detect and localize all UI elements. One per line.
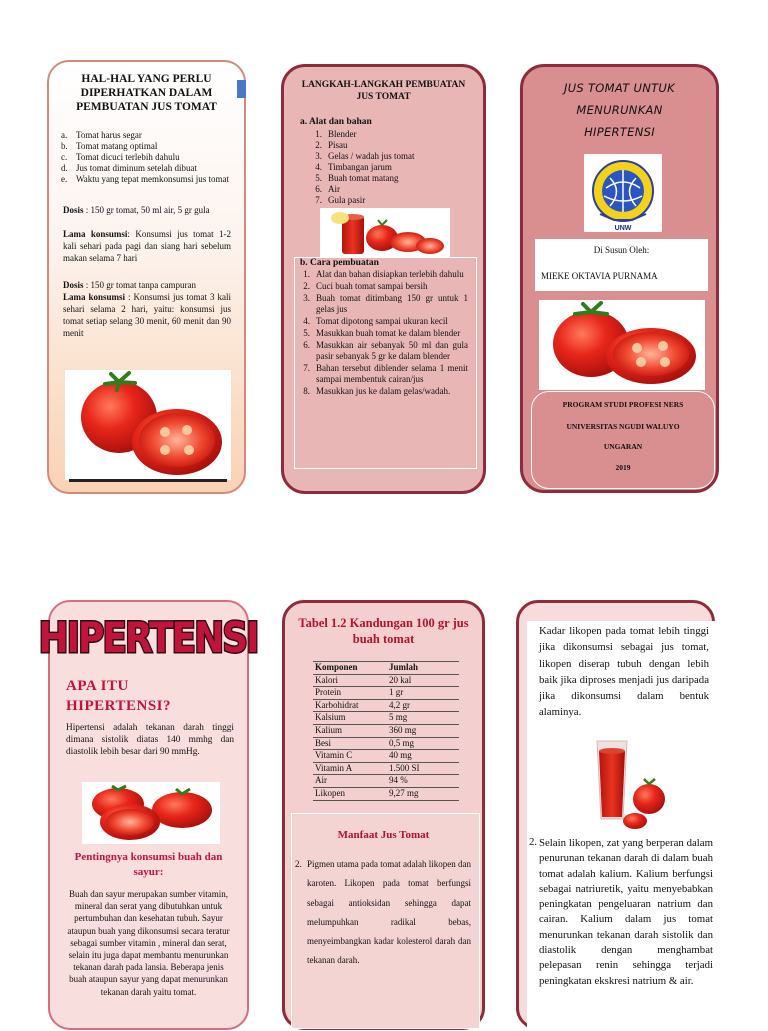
table-row: Vitamin A 1.500 SI [313, 762, 459, 775]
notes-list [61, 130, 237, 185]
table-row: Protein 1 gr [313, 687, 459, 700]
svg-text:UNW: UNW [614, 225, 632, 232]
list-item: 7. Bahan tersebut diblender selama 1 menit sampai membentuk cairan/jus [303, 363, 468, 384]
list-item: 6. Air [315, 184, 340, 194]
definition-text: Hipertensi adalah tekanan darah tinggi dimana sistolik diatas 140 mmhg dan diastolik lebih besar dari 90 mmHg. [66, 723, 234, 757]
table-row: Kalsium 5 mg [313, 712, 459, 725]
cover-title: JUS TOMAT UNTUK MENURUNKAN HIPERTENSI [564, 81, 675, 139]
tomato-juice-image [320, 208, 450, 258]
lama-paragraph-2: Lama konsumsi : Konsumsi jus tomat 3 kali sehari selama 2 hari, yaitu: konsumsi jus tomat setiap selang 30 menit, 60 menit dan 90 menit [63, 292, 231, 338]
tomato-image [82, 782, 220, 844]
list-item: 4. Timbangan jarum [315, 162, 392, 172]
dosis-paragraph-1: Dosis : 150 gr tomat, 50 ml air, 5 gr gula [63, 205, 210, 215]
point-number: 2. [529, 836, 538, 848]
prepared-by-label: Di Susun Oleh: [593, 245, 650, 255]
list-item: a. Tomat harus segar [61, 130, 142, 140]
lycopene-text: Kadar likopen pada tomat lebih tinggi jika dikonsumsi sebagai jus tomat, likopen diserap tubuh dengan lebih baik jika diproses menjadi jus daripada jika dikonsumsi dalam bentuk alaminya. [539, 625, 709, 719]
subheading: Pentingnya konsumsi buah dan sayur: [74, 851, 223, 878]
list-item: d. Jus tomat diminum setelah dibuat [61, 163, 197, 173]
table-title: Tabel 1.2 Kandungan 100 gr jus buah tomat [298, 616, 469, 646]
list-item: c. Tomat dicuci terlebih dahulu [61, 152, 180, 162]
blue-tab-marker [237, 80, 246, 98]
institution-box: PROGRAM STUDI PROFESI NERS UNIVERSITAS NGUDI WALUYO UNGARAN 2019 [531, 391, 715, 489]
table-row: Kalium 360 mg [313, 724, 459, 737]
list-item: 5. Buah tomat matang [315, 173, 399, 183]
nutrition-table [313, 661, 459, 801]
svg-text:HIPERTENSI: HIPERTENSI [38, 614, 258, 663]
tomato-image [65, 370, 231, 480]
image-underline [69, 479, 227, 482]
university-logo [584, 154, 662, 232]
table-row: Likopen 9,27 mg [313, 787, 459, 800]
steps-heading: b. Cara pembuatan [300, 258, 379, 268]
panel-nutrition-table [282, 600, 485, 1030]
table-row: Kalori 20 kal [313, 674, 459, 687]
tomato-juice-glass-image [549, 733, 701, 831]
author-name: MIEKE OKTAVIA PURNAMA [541, 271, 658, 281]
list-item: 5. Masukkan buah tomat ke dalam blender [303, 328, 461, 338]
panel-important-notes [47, 60, 246, 494]
table-row: Besi 0,5 mg [313, 737, 459, 750]
panel-title: LANGKAH-LANGKAH PEMBUATAN JUS TOMAT [301, 80, 466, 102]
author-box [535, 239, 708, 291]
panel-steps [281, 64, 486, 494]
panel-hypertension [38, 600, 258, 1030]
list-item: e. Waktu yang tepat memkonsumsi jus tomat [61, 174, 230, 184]
panel-lycopene [516, 600, 715, 1030]
table-row: Vitamin C 40 mg [313, 750, 459, 763]
benefit-text: Pigmen utama pada tomat adalah likopen dan karoten. Likopen pada tomat berfungsi sebagai antioksidan sehingga dapat melumpuhkan radikal bebas, menyeimbangkan kadar kolesterol darah dan tekanan darah. [307, 859, 471, 966]
hipertensi-banner [38, 612, 258, 663]
steps-list [298, 269, 468, 398]
benefits-title: Manfaat Jus Tomat [337, 829, 430, 841]
table-row: Air 94 % [313, 775, 459, 788]
tools-list [310, 129, 470, 206]
list-item: 4. Tomat dipotong sampai ukuran kecil [303, 316, 448, 326]
lama-paragraph-1: Lama konsumsi: Konsumsi jus tomat 1-2 kali sehari pada pagi dan siang hari sebelum makan selama 7 hari [63, 229, 231, 263]
tomato-image [539, 300, 705, 390]
list-item: 8. Masukkan jus ke dalam gelas/wadah. [303, 386, 451, 396]
tools-heading: a. Alat dan bahan [300, 117, 372, 127]
list-item: 1. Alat dan bahan disiapkan terlebih dahulu [303, 269, 464, 279]
list-item: 2. Cuci buah tomat sampai bersih [303, 281, 428, 291]
dosis-paragraph-2: Dosis : 150 gr tomat tanpa campuran [63, 280, 196, 290]
body-text: Buah dan sayur merupakan sumber vitamin, mineral dan serat yang dibutuhkan untuk pertumbuhan dan kesehatan tubuh. Sayur ataupun buah yang dikonsumsi secara teratur sebagai sumber vitamin , mineral dan serat, selain itu juga dapat membantu menurunkan tekanan darah pada lansia. Beberapa jenis buah ataupun sayur yang dapat menurunkan tekanan darah yaitu tomat. [67, 889, 230, 997]
panel-title: HAL-HAL YANG PERLU DIPERHATKAN DALAM PEMBUATAN JUS TOMAT [76, 73, 217, 113]
list-item: b. Tomat matang optimal [61, 141, 158, 151]
benefit-number: 2. [295, 859, 302, 869]
list-item: 7. Gula pasir [315, 195, 366, 205]
list-item: 3. Gelas / wadah jus tomat [315, 151, 415, 161]
list-item: 1. Blender [315, 129, 357, 139]
table-row: Karbohidrat 4,2 gr [313, 699, 459, 712]
list-item: 3. Buah tomat ditimbang 150 gr untuk 1 gelas jus [303, 293, 468, 314]
table-header-row: Komponen Jumlah [313, 662, 459, 675]
section-heading: APA ITU HIPERTENSI? [66, 678, 171, 714]
panel-cover [520, 64, 719, 493]
list-item: 2. Pisau [315, 140, 348, 150]
potassium-text: Selain likopen, zat yang berperan dalam penurunan tekanan darah di dalam buah tomat adalah kalium. Kalium berfungsi sebagai natriuretik, yaitu menyebabkan peningkatan pengeluaran natrium dan cairan. Kalium dalam jus tomat menurunkan tekanan darah sistolik dan diastolik dengan menghambat pelepasan renin sehingga terjadi peningkatan ekskresi natrium & air. [539, 837, 713, 987]
list-item: 6. Masukkan air sebanyak 50 ml dan gula pasir sebanyak 5 gr ke dalam blender [303, 340, 468, 361]
